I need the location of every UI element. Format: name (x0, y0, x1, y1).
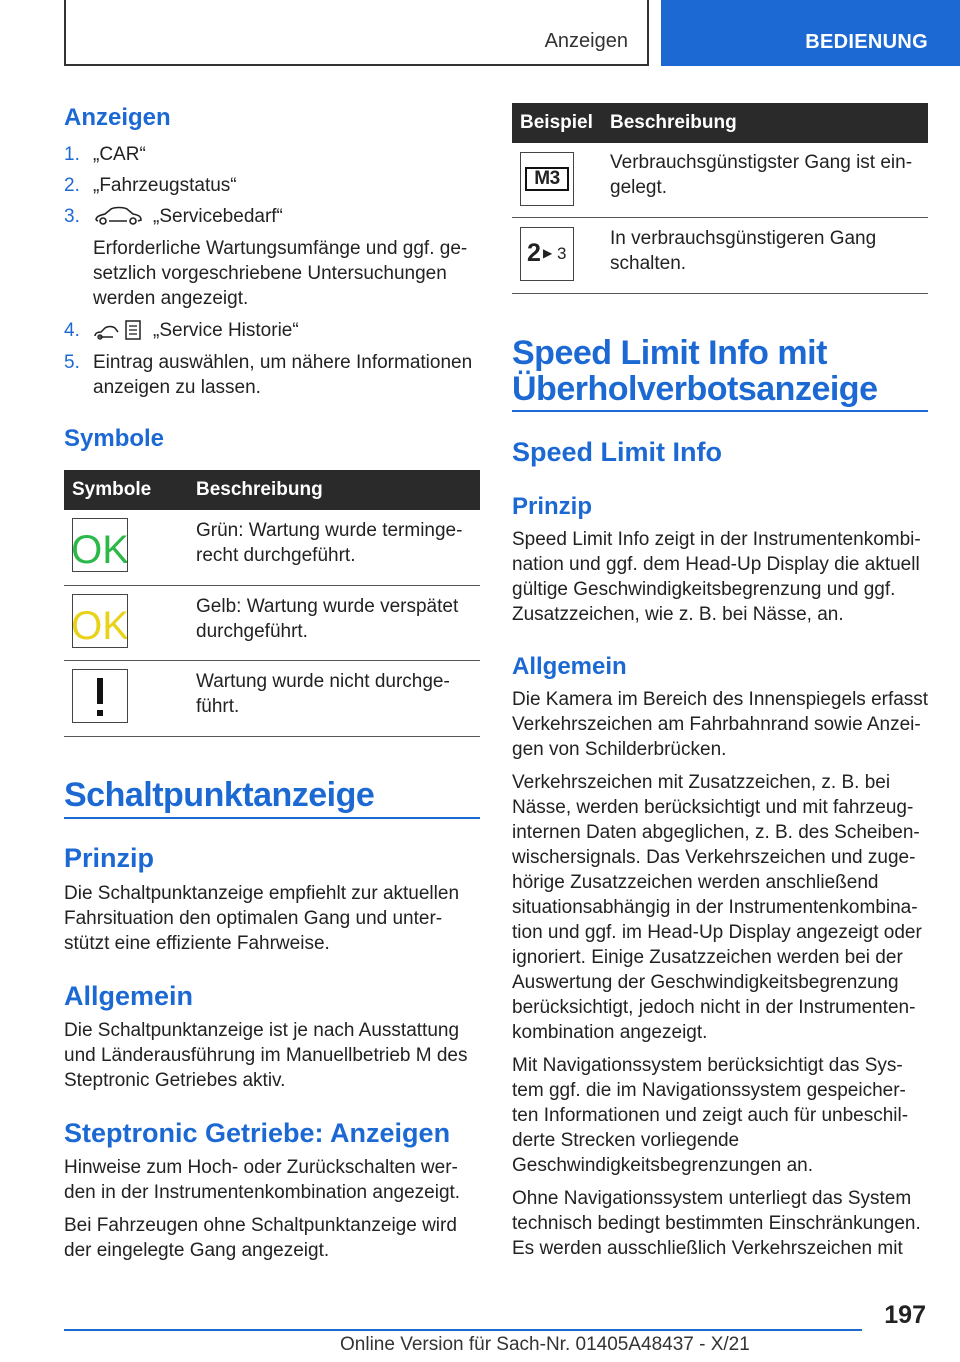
allgemein-text: Die Kamera im Bereich des Innenspiegels erfasst Verkehrszeichen am Fahrbahnrand sowie Anzei-gen von Schilderbrücken. (512, 689, 929, 760)
allgemein-text: Die Schaltpunktanzeige ist je nach Ausstattung und Länderausführung im Manuellbetrieb M des Steptronic Getriebes aktiv. (64, 1020, 468, 1091)
header-chapter-tab[interactable] (661, 0, 960, 66)
example-desc: In verbrauchsgünstigeren Gang schalten. (610, 228, 877, 274)
upshift-icon (520, 227, 574, 281)
allgemein-heading: Allgemein (64, 981, 194, 1011)
exclamation-icon (72, 669, 128, 723)
list-num: 2. (64, 175, 80, 196)
service-history-icon (93, 318, 145, 342)
heading-rule (64, 817, 480, 819)
row-divider (64, 585, 480, 586)
prinzip-text: Die Schaltpunktanzeige empfiehlt zur aktuellen Fahrsituation den optimalen Gang und unter-stützt eine effiziente Fahrweise. (64, 883, 460, 954)
svg-text:OK: OK (73, 604, 127, 647)
column-header: Beschreibung (196, 479, 323, 500)
symbol-desc: Gelb: Wartung wurde verspätet durchgeführt. (196, 596, 459, 642)
example-table-header (512, 103, 928, 143)
list-text (93, 318, 483, 343)
list-text: Eintrag auswählen, um nähere Informationen anzeigen zu lassen. (93, 352, 473, 398)
shift-arrow-icon: ▶ (543, 246, 553, 260)
footer-rule (64, 1329, 862, 1331)
sli-heading: Speed Limit Info (512, 437, 723, 467)
current-gear: 2 (527, 239, 541, 267)
ok-yellow-icon (72, 594, 128, 648)
row-divider (64, 736, 480, 737)
prinzip-heading: Prinzip (64, 843, 155, 873)
header-section-title: Anzeigen (544, 30, 628, 52)
example-desc: Verbrauchsgünstigster Gang ist ein-gelegt. (610, 152, 913, 198)
ok-green-icon (72, 518, 128, 572)
allgemein-text: Mit Navigationssystem berücksichtigt das Sys-tem ggf. die im Navigationssystem gespeicher-ten Informationen und zeigt auch für unbeschil-derte Strecken vorliegende Geschwindigkeitsbegrenzungen an. (512, 1055, 909, 1176)
car-service-icon (93, 206, 143, 226)
gear-m3-label: M3 (525, 167, 569, 191)
row-divider (512, 293, 928, 294)
steptronic-heading: Steptronic Getriebe: Anzeigen (64, 1118, 451, 1148)
steptronic-text: Bei Fahrzeugen ohne Schaltpunktanzeige wird der eingelegte Gang angezeigt. (64, 1215, 457, 1261)
prinzip-text: Speed Limit Info zeigt in der Instrumentenkombi-nation und ggf. dem Head-Up Display die aktuell gültige Geschwindigkeitsbegrenzung und ggf. Zusatzzeichen, wie z. B. bei Nässe, an. (512, 529, 921, 625)
symbol-desc: Wartung wurde nicht durchge-führt. (196, 671, 450, 717)
column-header: Beschreibung (610, 112, 737, 133)
list-num: 3. (64, 206, 80, 227)
speed-limit-heading-line1: Speed Limit Info mit (512, 334, 827, 372)
list-num: 5. (64, 352, 80, 373)
column-header: Symbole (72, 479, 152, 500)
anzeigen-heading: Anzeigen (64, 104, 171, 131)
list-text: „Fahrzeugstatus“ (93, 175, 237, 196)
gear-m3-icon (520, 152, 574, 206)
schaltpunkt-heading: Schaltpunktanzeige (64, 776, 375, 814)
prinzip-heading: Prinzip (512, 493, 593, 520)
row-divider (64, 660, 480, 661)
symbol-desc: Grün: Wartung wurde terminge-recht durchgeführt. (196, 520, 463, 566)
page-number: 197 (884, 1301, 926, 1329)
online-version-text: Online Version für Sach-Nr. 01405A48437 - X/21 (340, 1334, 750, 1355)
list-text-label: „Service Historie“ (153, 320, 299, 341)
list-text: „CAR“ (93, 144, 146, 165)
steptronic-text: Hinweise zum Hoch- oder Zurückschalten wer-den in der Instrumentenkombination angezeigt. (64, 1157, 461, 1203)
list-num: 1. (64, 144, 80, 165)
list-text-label: „Servicebedarf“ (153, 206, 283, 227)
symbole-heading: Symbole (64, 425, 165, 452)
allgemein-text: Verkehrszeichen mit Zusatzzeichen, z. B. bei Nässe, werden berücksichtigt und mit fahrzeug-internen Daten abgeglichen, z. B. des Scheiben-wischersignals. Das Verkehrszeichen und zuge-hörige Zusatzzeichen werden anschließend situationsabhängig in der Instrumentenkombina-tion und ggf. im Head-Up Display angezeigt oder ignoriert. Einige Zusatzzeichen werden bei der Auswertung der Geschwindigkeitsbegrenzung berücksichtigt, jedoch nicht in der Instrumenten-kombination angezeigt. (512, 772, 922, 1043)
column-header: Beispiel (520, 112, 593, 133)
heading-rule (512, 410, 928, 412)
row-divider (512, 217, 928, 218)
target-gear: 3 (557, 244, 567, 263)
chapter-label: BEDIENUNG (805, 31, 928, 53)
list-text (93, 204, 483, 229)
allgemein-text: Ohne Navigationssystem unterliegt das System technisch bedingt bestimmten Einschränkungen. Es werden ausschließlich Verkehrszeichen mit (512, 1188, 921, 1259)
speed-limit-heading-line2: Überholverbotsanzeige (512, 370, 878, 408)
svg-text:OK: OK (73, 528, 127, 571)
servicebedarf-description: Erforderliche Wartungsumfänge und ggf. ge-setzlich vorgeschriebene Untersuchungen werden angezeigt. (93, 238, 468, 309)
list-num: 4. (64, 320, 80, 341)
symbol-table-header (64, 470, 480, 510)
allgemein-heading: Allgemein (512, 653, 627, 680)
